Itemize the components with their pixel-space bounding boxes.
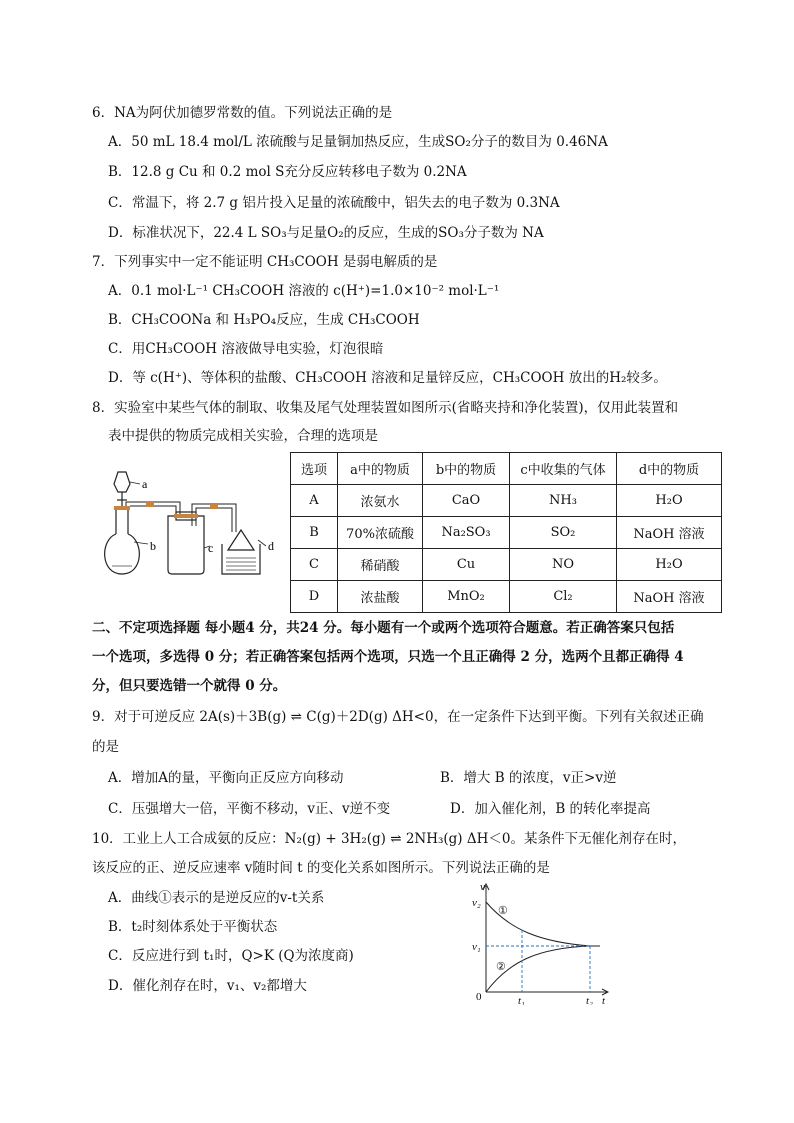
inverted-funnel [228, 530, 254, 550]
q10-option-c[interactable]: C．反应进行到 t₁时，Q>K (Q为浓度商) [108, 948, 354, 964]
beaker-d [222, 544, 260, 574]
table-cell: SO₂ [510, 517, 617, 549]
q7-option-d[interactable]: D．等 c(H⁺)、等体积的盐酸、CH₃COOH 溶液和足量锌反应，CH₃COOH 放出的H₂较多。 [108, 370, 667, 386]
q7-option-c[interactable]: C．用CH₃COOH 溶液做导电实验，灯泡很暗 [108, 341, 384, 357]
table-cell: CaO [423, 485, 510, 517]
table-cell: C [291, 549, 338, 581]
q10-option-b[interactable]: B．t₂时刻体系处于平衡状态 [108, 919, 278, 935]
v-t-graph [470, 880, 620, 1005]
q10-stem-line1: 10．工业上人工合成氨的反应：N₂(g) + 3H₂(g) ⇌ 2NH₃(g) ΔH＜0。某条件下无催化剂存在时， [92, 831, 686, 847]
y-axis-label: v [480, 881, 485, 893]
th-c: c中收集的气体 [510, 453, 617, 485]
q6-option-c[interactable]: C．常温下，将 2.7 g 铝片投入足量的浓硫酸中，铝失去的电子数为 0.3NA [108, 195, 560, 211]
curve-2-label: ② [496, 961, 506, 973]
table-header-row [291, 453, 722, 485]
q8-table [290, 452, 722, 613]
th-option: 选项 [291, 453, 338, 485]
table-cell: D [291, 581, 338, 613]
apparatus-diagram [96, 466, 286, 582]
q6-option-a[interactable]: A．50 mL 18.4 mol/L 浓硫酸与足量铜加热反应，生成SO₂分子的数目为 0.46NA [108, 134, 608, 150]
v2-label: v₂ [472, 897, 481, 909]
table-cell: Cu [423, 549, 510, 581]
table-row [291, 581, 722, 613]
q7-option-b[interactable]: B．CH₃COONa 和 H₃PO₄反应，生成 CH₃COOH [108, 312, 420, 328]
table-row [291, 549, 722, 581]
table-cell: 浓氨水 [338, 485, 423, 517]
q8-stem-line1: 8．实验室中某些气体的制取、收集及尾气处理装置如图所示(省略夹持和净化装置)，仅用此装置和 [92, 400, 679, 416]
label-c: c [208, 541, 214, 555]
table-cell: 浓盐酸 [338, 581, 423, 613]
q10-stem-line2: 该反应的正、逆反应速率 v随时间 t 的变化关系如图所示。下列说法正确的是 [92, 860, 550, 876]
q9-option-a[interactable]: A．增加A的量，平衡向正反应方向移动 [108, 770, 344, 786]
section2-line2: 一个选项，多选得 0 分；若正确答案包括两个选项，只选一个且正确得 2 分，选两个且都正确得 4 [92, 649, 684, 665]
table-cell: NaOH 溶液 [617, 581, 722, 613]
round-flask-b [105, 534, 140, 574]
table-cell: MnO₂ [423, 581, 510, 613]
q9-stem-line2: 的是 [92, 739, 119, 755]
table-cell: Na₂SO₃ [423, 517, 510, 549]
table-cell: H₂O [617, 485, 722, 517]
q10-option-d[interactable]: D．催化剂存在时，v₁、v₂都增大 [108, 978, 307, 994]
label-b: b [150, 539, 156, 553]
q9-stem-line1: 9．对于可逆反应 2A(s)＋3B(g) ⇌ C(g)＋2D(g) ΔH<0，在一定条件下达到平衡。下列有关叙述正确 [92, 709, 704, 725]
collection-bottle-c [168, 516, 204, 574]
q8-stem-line2: 表中提供的物质完成相关实验，合理的选项是 [108, 428, 378, 444]
separatory-funnel-a [114, 472, 130, 492]
table-row [291, 517, 722, 549]
q7-stem: 7．下列事实中一定不能证明 CH₃COOH 是弱电解质的是 [92, 254, 438, 270]
origin-label: 0 [476, 991, 482, 1003]
table-cell: NO [510, 549, 617, 581]
curve-1-label: ① [498, 905, 508, 917]
th-b: b中的物质 [423, 453, 510, 485]
q9-option-b[interactable]: B．增大 B 的浓度，v正>v逆 [440, 770, 617, 786]
q6-stem: 6．NA为阿伏加德罗常数的值。下列说法正确的是 [92, 105, 393, 121]
label-a: a [142, 477, 148, 491]
table-row [291, 485, 722, 517]
th-d: d中的物质 [617, 453, 722, 485]
t1-label: t₁ [518, 995, 525, 1005]
table-cell: B [291, 517, 338, 549]
section2-line3: 分，但只要选错一个就得 0 分。 [92, 678, 287, 694]
table-cell: H₂O [617, 549, 722, 581]
q10-option-a[interactable]: A．曲线①表示的是逆反应的v-t关系 [108, 890, 325, 906]
q9-option-d[interactable]: D．加入催化剂，B 的转化率提高 [450, 801, 651, 817]
label-d: d [268, 539, 274, 553]
table-cell: NH₃ [510, 485, 617, 517]
table-cell: Cl₂ [510, 581, 617, 613]
t2-label: t₂ [586, 995, 593, 1005]
section2-line1: 二、不定项选择题 每小题4 分，共24 分。每小题有一个或两个选项符合题意。若正确答案只包括 [92, 620, 675, 636]
table-cell: 70%浓硫酸 [338, 517, 423, 549]
table-cell: 稀硝酸 [338, 549, 423, 581]
v1-label: v₁ [472, 941, 481, 953]
q6-option-d[interactable]: D．标准状况下，22.4 L SO₃与足量O₂的反应，生成的SO₃分子数为 NA [108, 225, 544, 241]
th-a: a中的物质 [338, 453, 423, 485]
x-axis-label: t [602, 995, 606, 1005]
table-cell: NaOH 溶液 [617, 517, 722, 549]
table-cell: A [291, 485, 338, 517]
q9-option-c[interactable]: C．压强增大一倍，平衡不移动，v正、v逆不变 [108, 801, 391, 817]
q6-option-b[interactable]: B．12.8 g Cu 和 0.2 mol S充分反应转移电子数为 0.2NA [108, 164, 467, 180]
q7-option-a[interactable]: A．0.1 mol·L⁻¹ CH₃COOH 溶液的 c(H⁺)=1.0×10⁻² mol·L⁻¹ [108, 283, 500, 299]
